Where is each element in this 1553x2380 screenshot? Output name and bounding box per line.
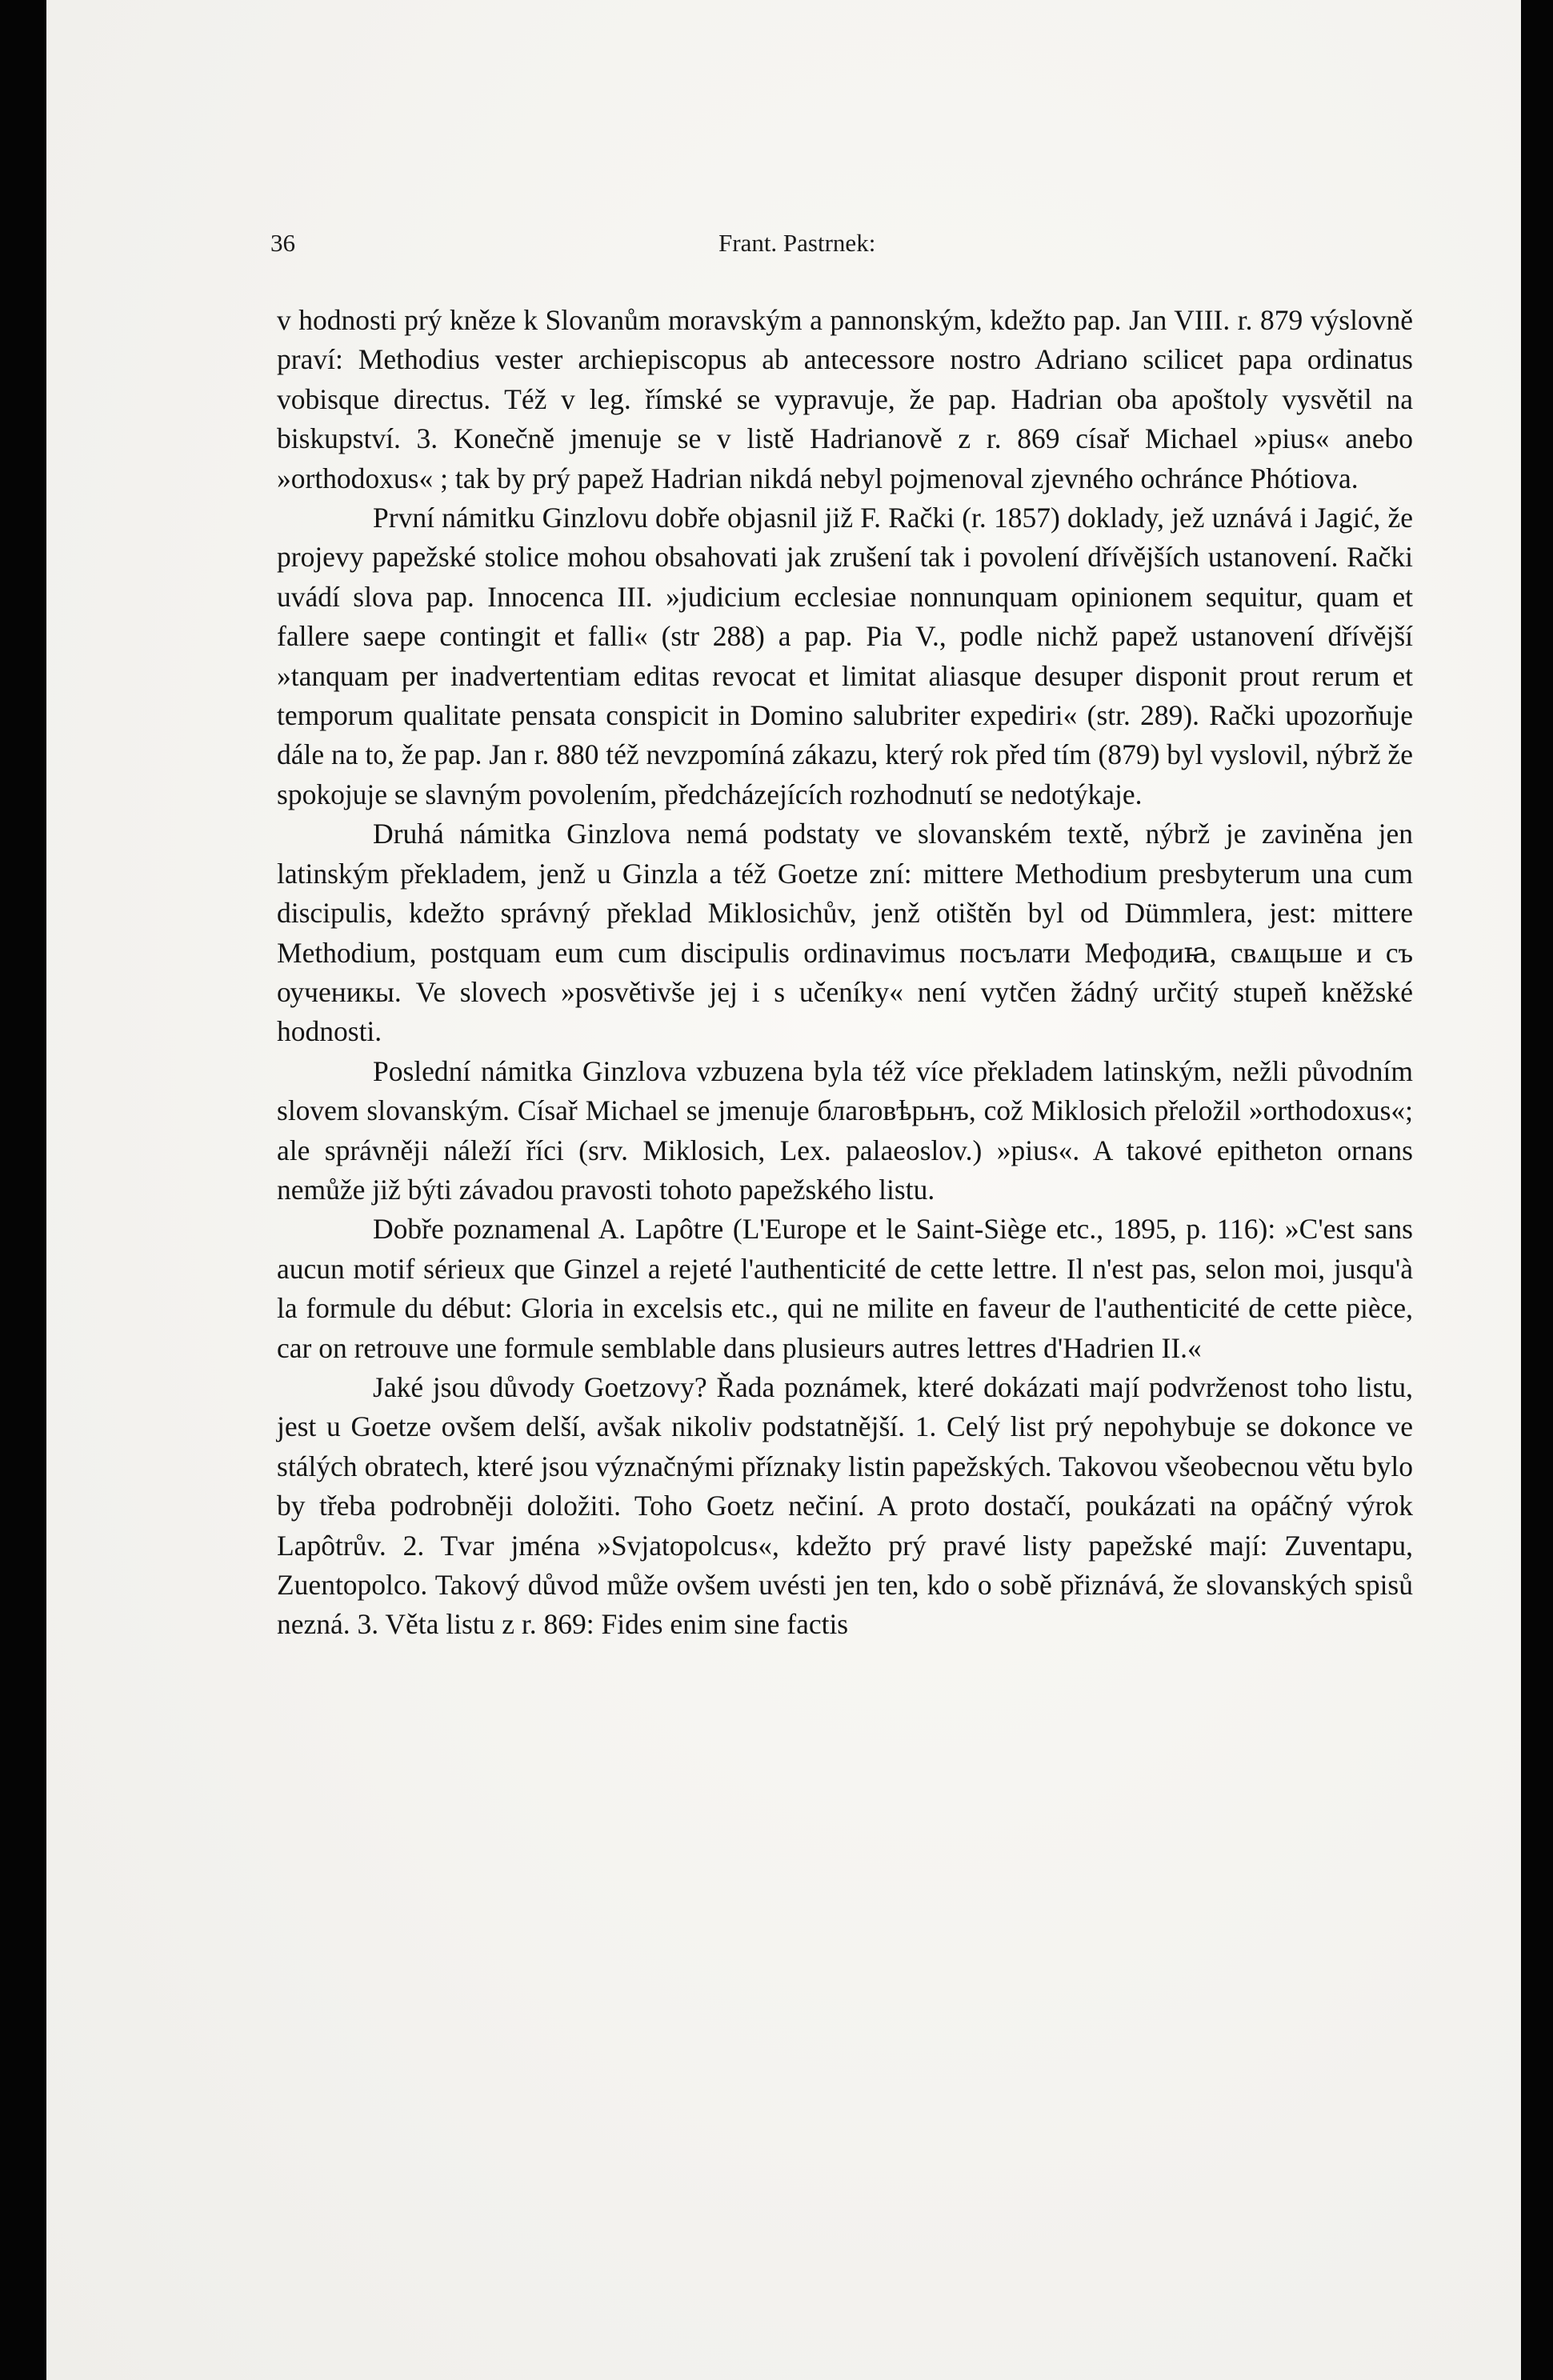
body-text xyxy=(277,301,1413,1645)
paragraph: První námitku Ginzlovu dobře objasnil již F. Rački (r. 1857) doklady, jež uznává i Jagić, že projevy papežské stolice mohou obsahovati jak zrušení tak i povolení dřívějších ustanovení. Rački uvádí slova pap. Innocenca III. »judicium ecclesiae nonnunquam opinionem sequitur, quam et fallere saepe contingit et falli« (str 288) a pap. Pia V., podle nichž papež ustanovení dřívější »tanquam per inadvertentiam editas revocat et limitat aliasque desuper disponit prout rerum et temporum qualitate pensata conspicit in Domino salubriter expediri« (str. 289). Rački upozorňuje dále na to, že pap. Jan r. 880 též nevzpomíná zákazu, který rok před tím (879) byl vyslovil, nýbrž že spokojuje se slavným povolením, předcházejících rozhodnutí se nedotýkaje. xyxy=(277,502,1413,810)
paragraph: Jaké jsou důvody Goetzovy? Řada poznámek, které dokázati mají podvrženost toho listu, jest u Goetze ovšem delší, avšak nikoliv podstatnější. 1. Celý list prý nepohybuje se dokonce ve stálých obratech, které jsou význačnými příznaky listin papežských. Takovou všeobecnou větu bylo by třeba podrobněji doložiti. Toho Goetz nečiní. A proto dostačí, poukázati na opáčný výrok Lapôtrův. 2. Tvar jména »Svjatopolcus«, kdežto prý pravé listy papežské mají: Zuventapu, Zuentopolco. Takový důvod může ovšem uvésti jen ten, kdo o sobě přiznává, že slovanských spisů nezná. 3. Věta listu z r. 869: Fides enim sine factis xyxy=(277,1370,1413,1641)
running-title: Frant. Pastrnek: xyxy=(718,229,876,257)
paragraph-continued: v hodnosti prý kněze k Slovanům moravským a pannonským, kdežto pap. Jan VIII. r. 879 výslovně praví: Methodius vester archiepiscopus ab antecessore nostro Adriano scilicet papa ordinatus vobisque directus. Též v leg. římské se vypravuje, že pap. Hadrian oba apoštoly vysvětil na biskupství. 3. Konečně jmenuje se v listě Hadrianově z r. 869 císař Michael »pius« anebo »orthodoxus« ; tak by prý papež Hadrian nikdá nebyl pojmenoval zjevného ochránce Phótiova. xyxy=(277,304,1413,494)
page-number: 36 xyxy=(270,229,295,257)
paragraph: Druhá námitka Ginzlova nemá podstaty ve slovanském textě, nýbrž je zaviněna jen latinským překladem, jenž u Ginzla a též Goetze zní: mittere Methodium presbyterum una cum discipulis, kdežto správný překlad Miklosichův, jenž otištěn byl od Dümmlera, jest: mittere Methodium, postquam eum cum discipulis ordinavimus посълати Мефодиꙗ, свѧщьше и съ оученикы. Ve slovech »posvětivše jej i s učeníky« není vytčen žádný určitý stupeň kněžské hodnosti. xyxy=(277,818,1413,1048)
paragraph: Dobře poznamenal A. Lapôtre (L'Europe et le Saint-Siège etc., 1895, p. 116): »C'est sans aucun motif sérieux que Ginzel a rejeté l'authenticité de cette lettre. Il n'est pas, selon moi, jusqu'à la formule du début: Gloria in excelsis etc., qui ne milite en faveur de l'authenticité de cette pièce, car on retrouve une formule semblable dans plusieurs autres lettres d'Hadrien II.« xyxy=(277,1213,1413,1364)
paragraph: Poslední námitka Ginzlova vzbuzena byla též více překladem latinským, nežli původním slovem slovanským. Císař Michael se jmenuje благовѣрьнъ, což Miklosich přeložil »orthodoxus«; ale správněji náleží říci (srv. Miklosich, Lex. palaeoslov.) »pius«. A takové epitheton ornans nemůže již býti závadou pravosti tohoto papežského listu. xyxy=(277,1054,1413,1206)
running-head xyxy=(270,229,1350,264)
